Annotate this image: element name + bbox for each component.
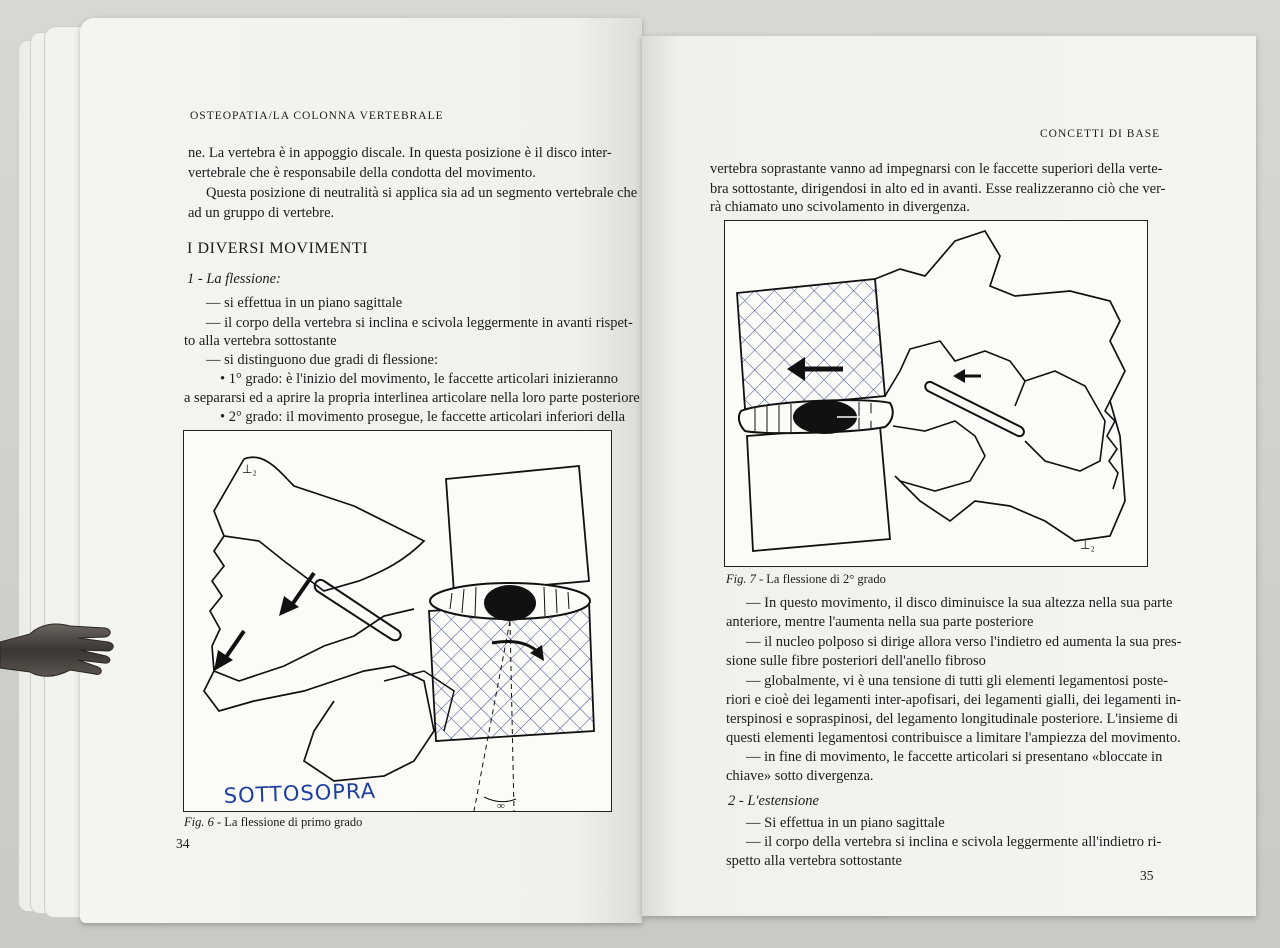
figure-6 bbox=[183, 430, 612, 812]
body-line: vertebra soprastante vanno ad impegnarsi con le faccette superiori della verte- bbox=[710, 161, 1163, 177]
vertebral-body-upper bbox=[737, 279, 885, 409]
list-item: — globalmente, vi è una tensione di tutti gli elementi legamentosi poste- bbox=[746, 673, 1169, 689]
figure-7 bbox=[724, 220, 1148, 567]
running-header: CONCETTI DI BASE bbox=[1040, 128, 1161, 140]
figure-caption-text: - La flessione di primo grado bbox=[213, 815, 363, 829]
upper-posterior-arch bbox=[214, 457, 424, 591]
nucleus-pulposus bbox=[484, 585, 536, 621]
left-page bbox=[80, 18, 642, 923]
section-heading: I DIVERSI MOVIMENTI bbox=[187, 240, 369, 257]
body-line: ne. La vertebra è in appoggio discale. In questa posizione è il disco inter- bbox=[188, 145, 612, 161]
list-item: — si distinguono due gradi di flessione: bbox=[206, 352, 438, 368]
body-line: bra sottostante, dirigendosi in alto ed in avanti. Esse realizzeranno ciò che ver- bbox=[710, 181, 1166, 197]
list-item: sione sulle fibre posteriori dell'anello fibroso bbox=[726, 653, 986, 669]
list-item: — Si effettua in un piano sagittale bbox=[746, 815, 945, 831]
list-item: a separarsi ed a aprire la propria interlinea articolare nella loro parte posteriore bbox=[184, 390, 640, 406]
list-item: — si effettua in un piano sagittale bbox=[206, 295, 403, 311]
figure-caption-label: Fig. 6 bbox=[184, 815, 214, 829]
page-holder-hand-icon bbox=[0, 612, 120, 692]
lower-posterior-arch bbox=[204, 666, 434, 781]
list-item: — il corpo della vertebra si inclina e scivola leggermente all'indietro ri- bbox=[746, 834, 1162, 850]
body-line: vertebrale che è responsabile della condotta del movimento. bbox=[188, 165, 536, 181]
posterior-arches bbox=[875, 231, 1125, 541]
list-item: terspinosi e sopraspinosi, del legamento longitudinale posteriore. L'insieme di bbox=[726, 711, 1179, 727]
figure-caption bbox=[726, 572, 886, 587]
list-item: — il nucleo polposo si dirige allora verso l'indietro ed aumenta la sua pres- bbox=[746, 634, 1182, 650]
svg-text:∞: ∞ bbox=[497, 800, 505, 811]
svg-text:⊥₂: ⊥₂ bbox=[242, 462, 257, 476]
vertebral-body-lower bbox=[747, 426, 890, 551]
right-page bbox=[642, 36, 1256, 916]
list-item: riori e cioè dei legamenti inter-apofisari, dei legamenti gialli, dei legamenti in- bbox=[726, 692, 1182, 708]
vertebra-flexion-drawing bbox=[184, 431, 611, 811]
articular-facet bbox=[925, 382, 1024, 436]
vertebral-body-lower bbox=[429, 601, 594, 741]
subheading: 1 - La flessione: bbox=[187, 271, 281, 287]
list-item: anteriore, mentre l'aumenta nella sua parte posteriore bbox=[726, 614, 1034, 630]
list-item: • 2° grado: il movimento prosegue, le faccette articolari inferiori della bbox=[220, 409, 626, 425]
list-item: — In questo movimento, il disco diminuisce la sua altezza nella sua parte bbox=[746, 595, 1173, 611]
body-line: rà chiamato uno scivolamento in divergenza. bbox=[710, 199, 970, 215]
running-header: OSTEOPATIA/LA COLONNA VERTEBRALE bbox=[190, 110, 444, 122]
spinous-processes bbox=[210, 536, 414, 681]
body-line: ad un gruppo di vertebre. bbox=[188, 205, 335, 221]
list-item: chiave» sotto divergenza. bbox=[726, 768, 874, 784]
page-number: 35 bbox=[1140, 868, 1154, 883]
figure-caption-label: Fig. 7 bbox=[726, 572, 756, 586]
figure-caption bbox=[184, 815, 362, 830]
body-line: Questa posizione di neutralità si applica sia ad un segmento vertebrale che bbox=[206, 185, 638, 201]
vertebral-body-upper bbox=[446, 466, 589, 593]
figure-caption-text: - La flessione di 2° grado bbox=[755, 572, 886, 586]
page-number: 34 bbox=[176, 836, 190, 851]
svg-text:⊥₂: ⊥₂ bbox=[1080, 538, 1095, 552]
articular-facet bbox=[315, 580, 401, 640]
list-item: — il corpo della vertebra si inclina e scivola leggermente in avanti rispet- bbox=[206, 315, 633, 331]
list-item: spetto alla vertebra sottostante bbox=[726, 853, 902, 869]
vertebra-flexion-2nd-degree-drawing bbox=[725, 221, 1147, 566]
list-item: questi elementi legamentosi contribuisce a limitare l'ampiezza del movimento. bbox=[726, 730, 1181, 746]
list-item: — in fine di movimento, le faccette articolari si presentano «bloccate in bbox=[746, 749, 1163, 765]
list-item: • 1° grado: è l'inizio del movimento, le faccette articolari inizieranno bbox=[220, 371, 618, 387]
list-item: to alla vertebra sottostante bbox=[184, 333, 337, 349]
arrow-left-small bbox=[953, 369, 965, 383]
subheading: 2 - L'estensione bbox=[728, 793, 819, 809]
handwritten-note: SOTTOSOPRA bbox=[223, 778, 377, 808]
